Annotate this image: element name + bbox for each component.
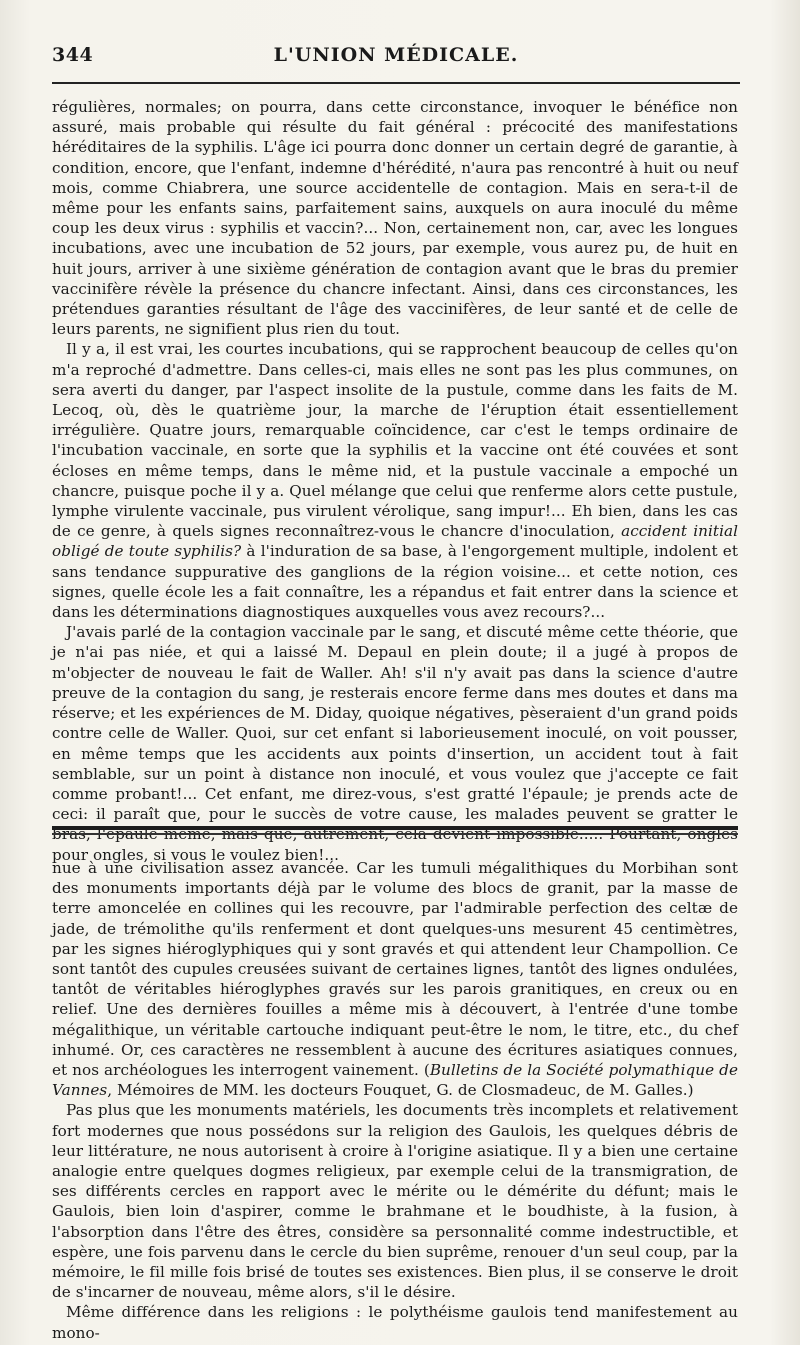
header-rule bbox=[52, 82, 740, 84]
paragraph bbox=[52, 1302, 738, 1342]
separator-thin-rule bbox=[52, 833, 738, 835]
page-header bbox=[52, 44, 740, 74]
paragraph bbox=[52, 858, 738, 1100]
feuilleton-section bbox=[52, 858, 738, 1343]
paragraph-text: régulières, normales; on pourra, dans cette circonstance, invoquer le bénéfice non assuré, mais probable qui résulte du fait général : précocité des manifestations héréditaires de la syphilis. L'âge ici pourra donc donner un certain degré de garantie, à condition, encore, que l'enfant, indemne d'hérédité, n'aura pas rencontré à huit ou neuf mois, comme Chiabrera, une source accidentelle de contagion. Mais en sera-t-il de même pour les enfants sains, parfaitement sains, auxquels on aura inoculé du même coup les deux virus : syphilis et vaccin?... Non, certainement non, car, avec les longues incubations, avec une incubation de 52 jours, par exemple, vous aurez pu, de huit en huit jours, arriver à une sixième génération de contagion avant que le bras du premier vaccinifère révèle la présence du chancre infectant. Ainsi, dans ces circonstances, les prétendues garanties résultant de l'âge des vaccinifères, de leur santé et de celle de leurs parents, ne signifient plus rien du tout. bbox=[52, 98, 738, 339]
paragraph-text: J'avais parlé de la contagion vaccinale par le sang, et discuté même cette théorie, que je n'ai pas niée, et qui a laissé M. Depaul en plein doute; il a jugé à propos de m'objecter de nouveau le fait de Waller. Ah! s'il n'y avait pas dans la science d'autre preuve de la contagion du sang, je resterais encore ferme dans mes doutes et dans ma réserve; et les expériences de M. Diday, quoique négatives, pèseraient d'un grand poids contre celle de Waller. Quoi, sur cet enfant si laborieusement inoculé, on voit pousser, en même temps que les accidents aux points d'insertion, un accident tout à fait semblable, sur un point à distance non inoculé, et vous voulez que j'accepte ce fait comme probant!... Cet enfant, me direz-vous, s'est gratté l'épaule; je prends acte de ceci: il paraît que, pour le succès de votre cause, les malades peuvent se gratter le pour ongles, si vous le voulez bien!... bbox=[52, 623, 738, 864]
paragraph bbox=[52, 339, 738, 622]
paragraph-text: Même différence dans les religions : le polythéisme gaulois tend manifestement au mono- bbox=[52, 1303, 738, 1342]
paragraph-text: à l'induration de sa base, à l'engorgement multiple, indolent et sans tendance suppurative des ganglions de la région voisine... et cette notion, ces signes, quelle école les a fait connaître, les a répandus et fait entrer dans la science et dans les déterminations diagnostiques auxquelles vous avez recours?... bbox=[52, 542, 738, 622]
paragraph-text: Pas plus que les monuments matériels, les documents très incomplets et relativement fort modernes que nous possédons sur la religion des Gaulois, les quelques débris de leur littérature, ne nous autorisent à croire à l'origine asiatique. Il y a bien une certaine analogie entre quelques dogmes religieux, par exemple celui de la transmigration, de ses différents cercles en rapport avec le mérite ou le démérite du défunt; mais le Gaulois, bien loin d'aspirer, comme le brahmane et le boudhiste, à la fusion, à l'absorption dans l'être des êtres, considère sa personnalité comme indestructible, et espère, une fois parvenu dans le cercle du bien suprême, renouer d'un seul coup, par la mémoire, le fil mille fois brisé de toutes ses existences. Bien plus, il se conserve le droit de s'incarner de nouveau, même alors, s'il le désire. bbox=[52, 1101, 738, 1302]
main-article-section bbox=[52, 97, 738, 865]
paragraph bbox=[52, 97, 738, 339]
running-title: L'UNION MÉDICALE. bbox=[273, 44, 519, 66]
paragraph bbox=[52, 1100, 738, 1302]
paragraph-text: nue à une civilisation assez avancée. Car les tumuli mégalithiques du Morbihan sont des monuments importants déjà par le volume des blocs de granit, par la masse de terre amoncelée en collines qui les recouvre, par l'admirable perfection des celtæ de jade, de trémolithe qu'ils renferment et dont quelques-uns mesurent 45 centimètres, par les signes hiéroglyphiques qui y sont gravés et qui attendent leur Champollion. Ce sont tantôt des cupules creusées suivant de certaines lignes, tantôt des lignes ondulées, tantôt de véritables hiéroglyphes gravés sur les parois granitiques, en creux ou en relief. Une des dernières fouilles a même mis à découvert, à l'entrée d'une tombe mégalithique, un véritable cartouche indiquant peut-être le nom, le titre, etc., du chef inhumé. Or, ces caractères ne ressemblent à aucune des écritures asiatiques connues, et nos archéologues les interrogent vainement. ( bbox=[52, 859, 738, 1080]
paragraph-text: Il y a, il est vrai, les courtes incubations, qui se rapprochent beaucoup de celles qu'on m'a reproché d'admettre. Dans celles-ci, mais elles ne sont pas les plus communes, on sera averti du danger, par l'aspect insolite de la pustule, comme dans les faits de M. Lecoq, où, dès le quatrième jour, la marche de l'éruption était essentiellement irrégulière. Quatre jours, remarquable coïncidence, car c'est le temps ordinaire de l'incubation vaccinale, en sorte que la syphilis et la vaccine ont été couvées et sont écloses en même temps, dans le même nid, et la pustule vaccinale a empoché un chancre, puisque poche il y a. Quel mélange que celui que renferme alors cette pustule, lymphe virulente vaccinale, pus virulent vérolique, sang impur!... Eh bien, dans les cas de ce genre, à quels signes reconnaîtrez-vous le chancre d'inoculation, bbox=[52, 340, 738, 541]
paragraph-text: , Mémoires de MM. les docteurs Fouquet, G. de Closmadeuc, de M. Galles.) bbox=[107, 1081, 694, 1100]
page-number: 344 bbox=[52, 44, 94, 66]
separator-thick-rule bbox=[52, 826, 738, 830]
italic-phrase: accident initial obligé de toute syphilis? bbox=[52, 522, 738, 561]
italic-phrase: Bulletins de la Société polymathique de Vannes bbox=[52, 1061, 738, 1100]
section-separator bbox=[52, 826, 738, 838]
